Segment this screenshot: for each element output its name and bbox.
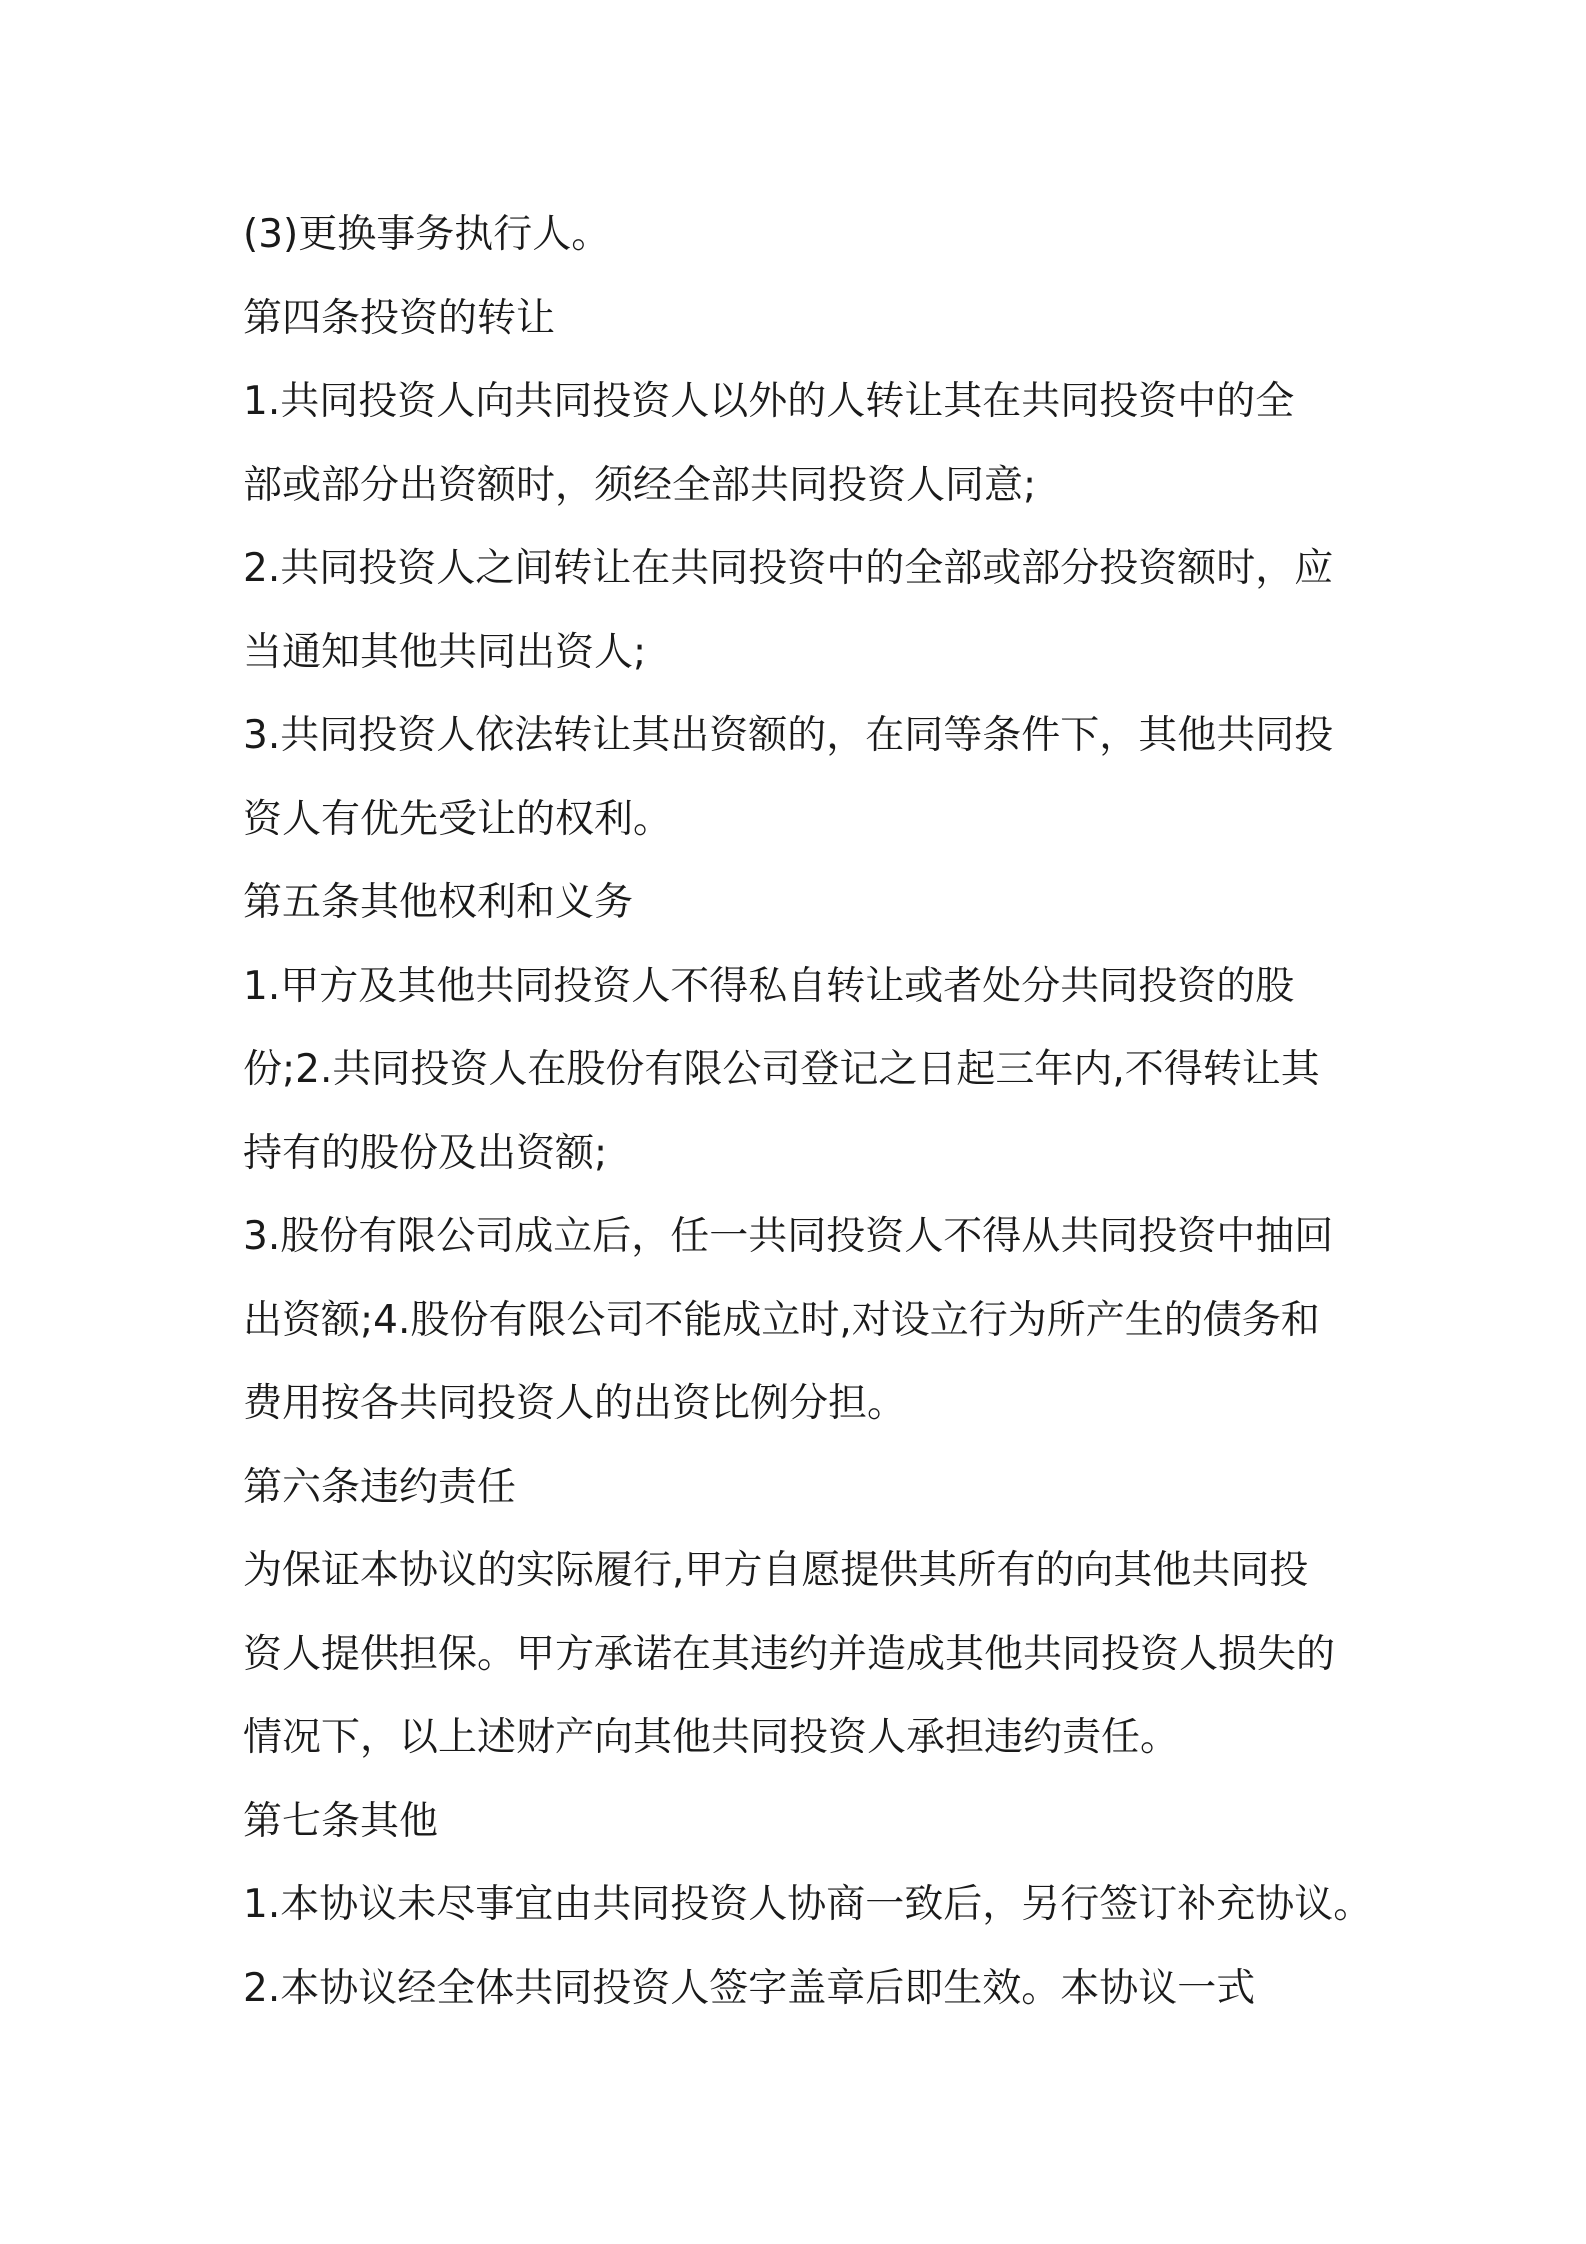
clause-line: 资人提供担保。甲方承诺在其违约并造成其他共同投资人损失的: [243, 1631, 1336, 1677]
clause-line: 费用按各共同投资人的出资比例分担。: [243, 1381, 907, 1426]
clause-line: 2.本协议经全体共同投资人签字盖章后即生效。本协议一式: [243, 1965, 1256, 2011]
clause-line: 3.股份有限公司成立后，任一共同投资人不得从共同投资中抽回: [243, 1214, 1334, 1259]
clause-line: 1.本协议未尽事宜由共同投资人协商一致后，另行签订补充协议。: [243, 1882, 1373, 1927]
article-heading: 第六条违约责任: [243, 1464, 517, 1510]
clause-line: 持有的股份及出资额;: [243, 1130, 608, 1176]
clause-line: 情况下，以上述财产向其他共同投资人承担违约责任。: [243, 1715, 1180, 1760]
clause-line: 1.甲方及其他共同投资人不得私自转让或者处分共同投资的股: [243, 963, 1295, 1009]
clause-line: 出资额;4.股份有限公司不能成立时,对设立行为所产生的债务和: [243, 1297, 1320, 1343]
clause-line: 份;2.共同投资人在股份有限公司登记之日起三年内,不得转让其: [243, 1047, 1320, 1092]
clause-line: 资人有优先受让的权利。: [243, 796, 673, 842]
clause-line: 1.共同投资人向共同投资人以外的人转让其在共同投资中的全: [243, 379, 1295, 424]
clause-line: 2.共同投资人之间转让在共同投资中的全部或部分投资额时，应: [243, 546, 1334, 591]
clause-line: 为保证本协议的实际履行,甲方自愿提供其所有的向其他共同投: [243, 1548, 1309, 1593]
article-heading: 第七条其他: [243, 1798, 439, 1844]
clause-line: 3.共同投资人依法转让其出资额的，在同等条件下，其他共同投: [243, 713, 1334, 758]
document-body: [243, 193, 1373, 2030]
clause-line: (3)更换事务执行人。: [243, 212, 611, 257]
article-heading: 第四条投资的转让: [243, 295, 556, 341]
clause-line: 部或部分出资额时，须经全部共同投资人同意;: [243, 462, 1037, 508]
clause-line: 当通知其他共同出资人;: [243, 629, 647, 675]
article-heading: 第五条其他权利和义务: [243, 880, 634, 925]
